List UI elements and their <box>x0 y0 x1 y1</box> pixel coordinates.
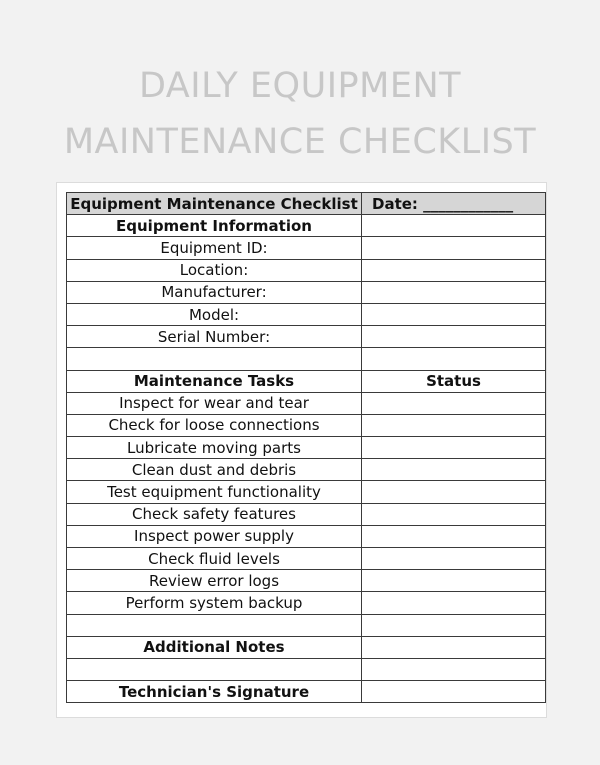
model-label: Model: <box>67 303 362 325</box>
table-row <box>67 614 546 636</box>
task-status-cell[interactable] <box>362 414 546 436</box>
task-label: Test equipment functionality <box>67 481 362 503</box>
table-row <box>67 215 546 237</box>
task-status-cell[interactable] <box>362 392 546 414</box>
serial-number-label: Serial Number: <box>67 326 362 348</box>
equipment-info-blank-cell <box>362 215 546 237</box>
blank-cell <box>362 614 546 636</box>
title-line-1: DAILY EQUIPMENT <box>138 66 462 106</box>
task-label: Review error logs <box>67 570 362 592</box>
table-row <box>67 459 546 481</box>
location-label: Location: <box>67 259 362 281</box>
task-label: Lubricate moving parts <box>67 437 362 459</box>
notes-entry-cell[interactable] <box>362 658 546 680</box>
checklist-table <box>66 192 546 703</box>
table-row <box>67 392 546 414</box>
task-label: Clean dust and debris <box>67 459 362 481</box>
date-field[interactable]: Date: ____________ <box>362 193 546 215</box>
task-label: Inspect power supply <box>67 525 362 547</box>
checklist-header-title: Equipment Maintenance Checklist <box>67 193 362 215</box>
task-status-cell[interactable] <box>362 592 546 614</box>
additional-notes-heading: Additional Notes <box>67 636 362 658</box>
task-status-cell[interactable] <box>362 525 546 547</box>
table-row <box>67 570 546 592</box>
table-row <box>67 237 546 259</box>
task-status-cell[interactable] <box>362 481 546 503</box>
table-header-row <box>67 193 546 215</box>
table-row <box>67 370 546 392</box>
model-value-cell[interactable] <box>362 303 546 325</box>
task-status-cell[interactable] <box>362 503 546 525</box>
equipment-info-heading: Equipment Information <box>67 215 362 237</box>
task-label: Check for loose connections <box>67 414 362 436</box>
blank-cell <box>67 614 362 636</box>
task-label: Perform system backup <box>67 592 362 614</box>
table-row <box>67 303 546 325</box>
technician-signature-heading: Technician's Signature <box>67 681 362 703</box>
task-status-cell[interactable] <box>362 459 546 481</box>
blank-cell <box>362 348 546 370</box>
serial-number-value-cell[interactable] <box>362 326 546 348</box>
table-row <box>67 592 546 614</box>
equipment-id-label: Equipment ID: <box>67 237 362 259</box>
table-row <box>67 525 546 547</box>
table-row <box>67 281 546 303</box>
table-row <box>67 326 546 348</box>
table-row <box>67 503 546 525</box>
task-label: Inspect for wear and tear <box>67 392 362 414</box>
title-line-2: MAINTENANCE CHECKLIST <box>63 122 537 162</box>
table-row <box>67 658 546 680</box>
page-title <box>0 58 600 170</box>
table-row <box>67 259 546 281</box>
manufacturer-value-cell[interactable] <box>362 281 546 303</box>
blank-cell <box>67 348 362 370</box>
task-label: Check fluid levels <box>67 548 362 570</box>
task-label: Check safety features <box>67 503 362 525</box>
signature-entry-cell[interactable] <box>362 681 546 703</box>
table-row <box>67 414 546 436</box>
maintenance-tasks-heading: Maintenance Tasks <box>67 370 362 392</box>
notes-entry-cell[interactable] <box>67 658 362 680</box>
task-status-cell[interactable] <box>362 437 546 459</box>
task-status-cell[interactable] <box>362 548 546 570</box>
table-row <box>67 636 546 658</box>
table-row <box>67 681 546 703</box>
equipment-id-value-cell[interactable] <box>362 237 546 259</box>
table-row <box>67 548 546 570</box>
table-row <box>67 348 546 370</box>
blank-cell <box>362 636 546 658</box>
location-value-cell[interactable] <box>362 259 546 281</box>
manufacturer-label: Manufacturer: <box>67 281 362 303</box>
table-row <box>67 437 546 459</box>
task-status-cell[interactable] <box>362 570 546 592</box>
status-heading: Status <box>362 370 546 392</box>
table-row <box>67 481 546 503</box>
